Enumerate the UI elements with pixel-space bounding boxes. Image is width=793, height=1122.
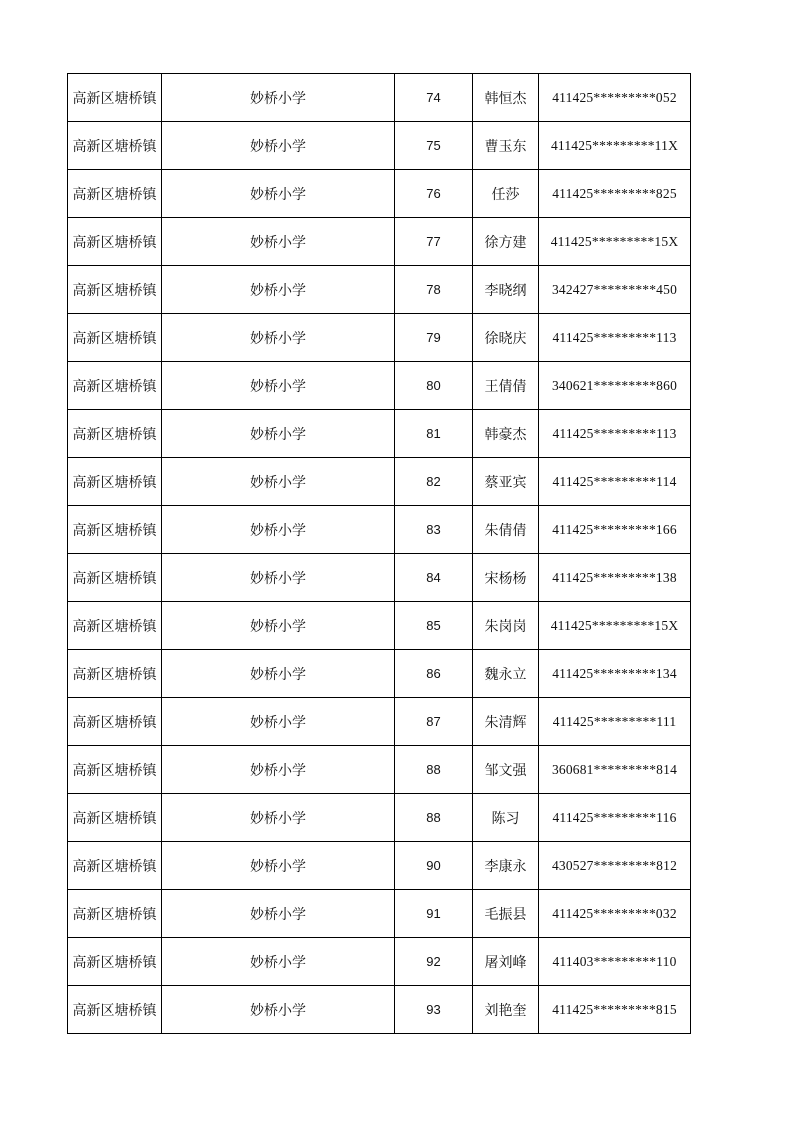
cell-region: 高新区塘桥镇 [68, 986, 162, 1034]
cell-name: 李晓纲 [473, 266, 539, 314]
roster-body [68, 74, 691, 1034]
cell-region: 高新区塘桥镇 [68, 74, 162, 122]
cell-number: 88 [395, 794, 473, 842]
cell-school: 妙桥小学 [162, 458, 395, 506]
cell-school: 妙桥小学 [162, 362, 395, 410]
table-row [68, 314, 691, 362]
cell-id-number: 411425*********825 [539, 170, 691, 218]
cell-name: 曹玉东 [473, 122, 539, 170]
cell-name: 蔡亚宾 [473, 458, 539, 506]
cell-number: 86 [395, 650, 473, 698]
cell-id-number: 411425*********15X [539, 602, 691, 650]
cell-name: 邹文强 [473, 746, 539, 794]
cell-id-number: 430527*********812 [539, 842, 691, 890]
cell-school: 妙桥小学 [162, 698, 395, 746]
cell-region: 高新区塘桥镇 [68, 842, 162, 890]
cell-number: 83 [395, 506, 473, 554]
cell-region: 高新区塘桥镇 [68, 746, 162, 794]
cell-id-number: 411425*********134 [539, 650, 691, 698]
cell-name: 徐晓庆 [473, 314, 539, 362]
cell-id-number: 411403*********110 [539, 938, 691, 986]
cell-school: 妙桥小学 [162, 986, 395, 1034]
table-row [68, 698, 691, 746]
cell-name: 徐方建 [473, 218, 539, 266]
cell-number: 85 [395, 602, 473, 650]
cell-school: 妙桥小学 [162, 890, 395, 938]
cell-region: 高新区塘桥镇 [68, 506, 162, 554]
cell-number: 76 [395, 170, 473, 218]
cell-region: 高新区塘桥镇 [68, 362, 162, 410]
cell-number: 75 [395, 122, 473, 170]
cell-id-number: 360681*********814 [539, 746, 691, 794]
cell-name: 毛振县 [473, 890, 539, 938]
cell-id-number: 411425*********111 [539, 698, 691, 746]
cell-name: 屠刘峰 [473, 938, 539, 986]
cell-school: 妙桥小学 [162, 410, 395, 458]
table-row [68, 218, 691, 266]
cell-number: 81 [395, 410, 473, 458]
cell-id-number: 411425*********113 [539, 314, 691, 362]
cell-name: 陈习 [473, 794, 539, 842]
cell-region: 高新区塘桥镇 [68, 602, 162, 650]
table-row [68, 554, 691, 602]
cell-name: 朱倩倩 [473, 506, 539, 554]
cell-name: 王倩倩 [473, 362, 539, 410]
cell-school: 妙桥小学 [162, 794, 395, 842]
cell-number: 90 [395, 842, 473, 890]
table-row [68, 458, 691, 506]
cell-number: 88 [395, 746, 473, 794]
cell-region: 高新区塘桥镇 [68, 314, 162, 362]
cell-id-number: 411425*********032 [539, 890, 691, 938]
cell-id-number: 411425*********116 [539, 794, 691, 842]
table-row [68, 842, 691, 890]
cell-number: 91 [395, 890, 473, 938]
cell-number: 77 [395, 218, 473, 266]
cell-region: 高新区塘桥镇 [68, 122, 162, 170]
cell-name: 李康永 [473, 842, 539, 890]
cell-name: 魏永立 [473, 650, 539, 698]
cell-name: 任莎 [473, 170, 539, 218]
table-row [68, 74, 691, 122]
table-row [68, 890, 691, 938]
cell-number: 92 [395, 938, 473, 986]
cell-school: 妙桥小学 [162, 746, 395, 794]
cell-region: 高新区塘桥镇 [68, 890, 162, 938]
cell-name: 韩豪杰 [473, 410, 539, 458]
table-row [68, 170, 691, 218]
cell-school: 妙桥小学 [162, 266, 395, 314]
cell-number: 74 [395, 74, 473, 122]
cell-school: 妙桥小学 [162, 122, 395, 170]
cell-school: 妙桥小学 [162, 554, 395, 602]
cell-id-number: 411425*********113 [539, 410, 691, 458]
cell-name: 宋杨杨 [473, 554, 539, 602]
table-row [68, 746, 691, 794]
cell-school: 妙桥小学 [162, 74, 395, 122]
cell-id-number: 411425*********815 [539, 986, 691, 1034]
cell-name: 朱清辉 [473, 698, 539, 746]
cell-region: 高新区塘桥镇 [68, 650, 162, 698]
cell-id-number: 342427*********450 [539, 266, 691, 314]
cell-number: 82 [395, 458, 473, 506]
table-row [68, 362, 691, 410]
cell-region: 高新区塘桥镇 [68, 410, 162, 458]
table-row [68, 650, 691, 698]
cell-id-number: 411425*********11X [539, 122, 691, 170]
cell-school: 妙桥小学 [162, 314, 395, 362]
cell-school: 妙桥小学 [162, 842, 395, 890]
cell-school: 妙桥小学 [162, 170, 395, 218]
cell-region: 高新区塘桥镇 [68, 938, 162, 986]
cell-school: 妙桥小学 [162, 506, 395, 554]
cell-name: 韩恒杰 [473, 74, 539, 122]
cell-region: 高新区塘桥镇 [68, 170, 162, 218]
cell-number: 87 [395, 698, 473, 746]
cell-number: 80 [395, 362, 473, 410]
table-row [68, 794, 691, 842]
cell-name: 刘艳奎 [473, 986, 539, 1034]
cell-region: 高新区塘桥镇 [68, 458, 162, 506]
cell-id-number: 411425*********114 [539, 458, 691, 506]
cell-school: 妙桥小学 [162, 650, 395, 698]
cell-region: 高新区塘桥镇 [68, 218, 162, 266]
cell-region: 高新区塘桥镇 [68, 266, 162, 314]
cell-number: 93 [395, 986, 473, 1034]
cell-region: 高新区塘桥镇 [68, 698, 162, 746]
table-row [68, 602, 691, 650]
cell-region: 高新区塘桥镇 [68, 794, 162, 842]
cell-number: 84 [395, 554, 473, 602]
cell-number: 79 [395, 314, 473, 362]
table-row [68, 938, 691, 986]
table-row [68, 986, 691, 1034]
cell-id-number: 340621*********860 [539, 362, 691, 410]
roster-table [67, 73, 691, 1034]
table-row [68, 266, 691, 314]
cell-id-number: 411425*********052 [539, 74, 691, 122]
cell-school: 妙桥小学 [162, 602, 395, 650]
table-row [68, 122, 691, 170]
cell-name: 朱岗岗 [473, 602, 539, 650]
table-row [68, 410, 691, 458]
cell-id-number: 411425*********138 [539, 554, 691, 602]
cell-school: 妙桥小学 [162, 218, 395, 266]
cell-school: 妙桥小学 [162, 938, 395, 986]
cell-region: 高新区塘桥镇 [68, 554, 162, 602]
cell-number: 78 [395, 266, 473, 314]
table-row [68, 506, 691, 554]
cell-id-number: 411425*********166 [539, 506, 691, 554]
cell-id-number: 411425*********15X [539, 218, 691, 266]
